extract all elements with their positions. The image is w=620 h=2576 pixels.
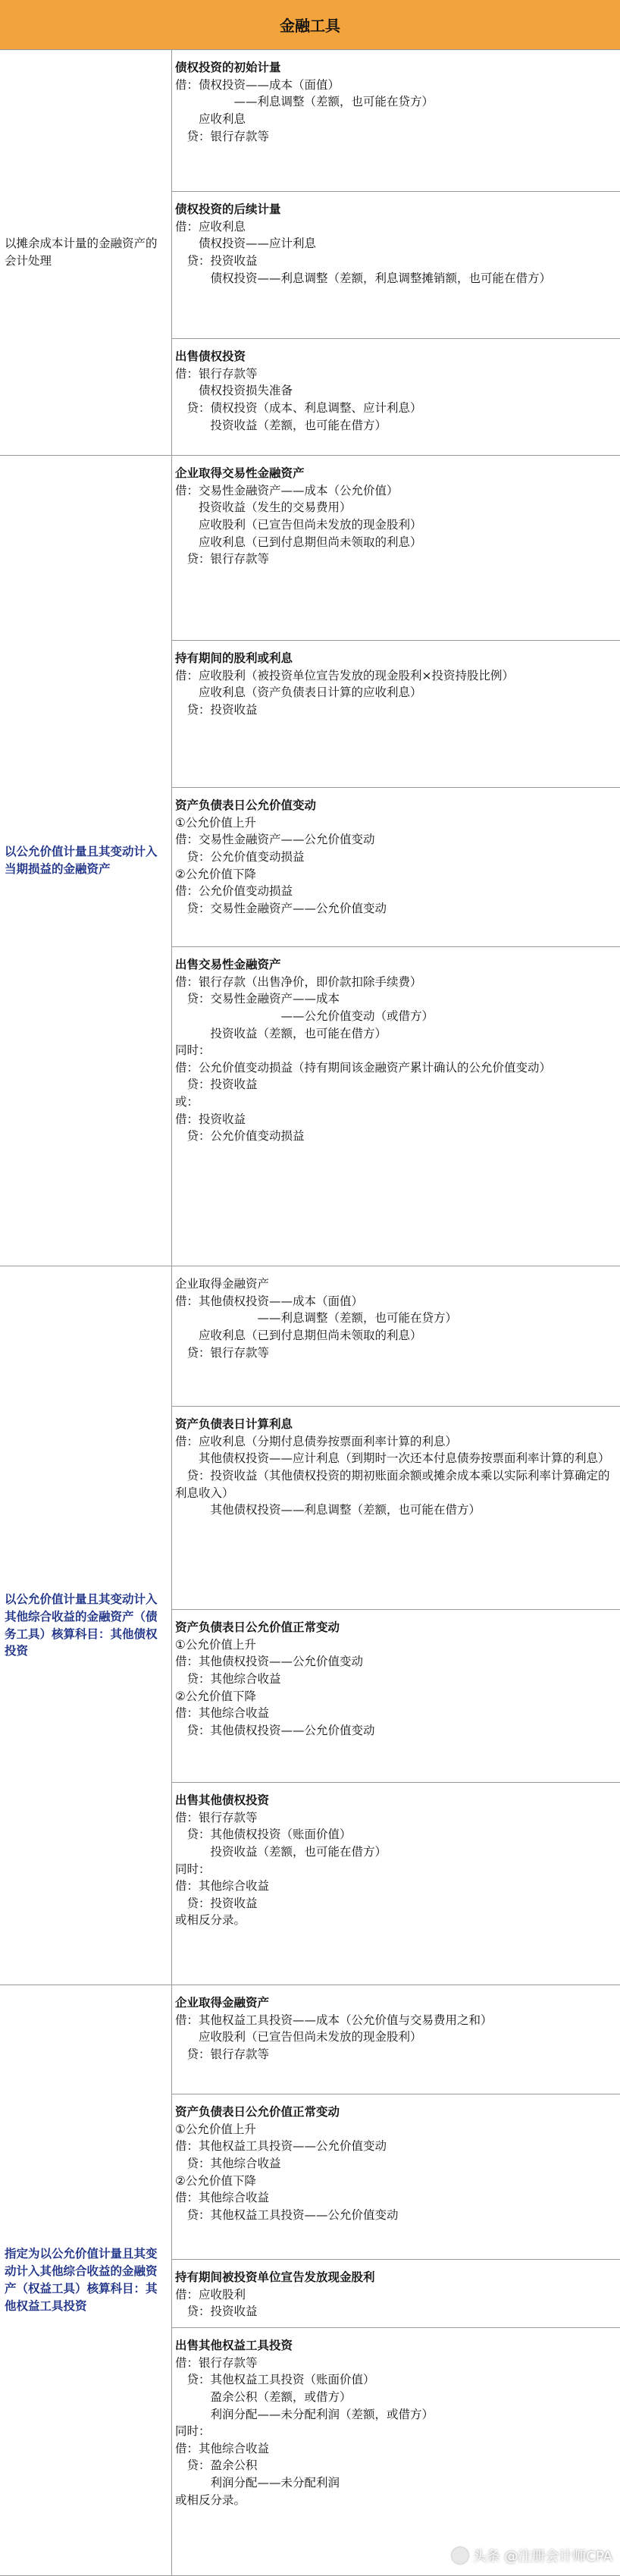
entry-line: 贷：投资收益 [175,702,258,717]
table-header [0,0,620,50]
entry-line: 借：投资收益 [175,1112,246,1126]
entry-line: 借：公允价值变动损益 [175,884,293,899]
entry-line: 企业取得金融资产 [175,1277,270,1291]
entry-cell-9 [172,1407,620,1610]
entry-line: 或相反分录。 [175,1913,246,1928]
entry-title: 出售其他债权投资 [175,1793,270,1807]
entry-line: ②公允价值下降 [175,2173,256,2188]
entry-line: 贷：其他债权投资——公允价值变动 [175,1723,375,1737]
watermark-text: 头条 @注册会计师CPA [472,2549,612,2565]
entry-line: 借：其他综合收益 [175,2191,270,2205]
entry-line: 贷：银行存款等 [175,1345,270,1360]
entry-cell-1 [172,50,620,192]
entry-line: ——利息调整（差额，也可能在贷方） [175,1311,458,1326]
entry-line: 贷：投资收益 [175,2305,258,2319]
entry-line: 贷：银行存款等 [175,2047,270,2061]
entry-line: ①公允价值上升 [175,1637,256,1652]
entry-line: 贷：投资收益 [175,253,258,268]
entry-line: 借：其他综合收益 [175,1706,270,1721]
entry-line: 借：银行存款等 [175,366,258,381]
entry-line: ①公允价值上升 [175,2122,256,2136]
entry-title: 资产负债表日公允价值变动 [175,799,317,812]
section-label-2: 以公允价值计量且其变动计入当期损益的金融资产 [0,456,172,1266]
entry-line: 债权投资——利息调整（差额，利息调整摊销额，也可能在借方） [175,271,552,285]
entry-line: 其他债权投资——应计利息（到期时一次还本付息债券按票面利率计算的利息） [175,1451,610,1466]
entry-cell-5 [172,641,620,788]
entry-cell-7 [172,947,620,1266]
section-label-1: 以摊余成本计量的金融资产的会计处理 [0,50,172,456]
entry-title: 债权投资的初始计量 [175,61,281,74]
entry-line: 借：应收股利 [175,2287,246,2301]
entry-line: 应收利息 [175,111,246,126]
watermark-logo-icon [452,2547,468,2564]
entry-line: 贷：交易性金融资产——公允价值变动 [175,901,387,915]
entry-line: 贷：交易性金融资产——成本 [175,992,340,1006]
entry-line: 借：银行存款等 [175,1810,258,1825]
entry-line: 借：交易性金融资产——公允价值变动 [175,833,375,847]
entry-line: 借：其他权益工具投资——成本（公允价值与交易费用之和） [175,2013,493,2027]
entry-line: 贷：公允价值变动损益 [175,1129,305,1144]
entry-line: 借：其他债权投资——成本（面值） [175,1294,364,1308]
entry-line: 投资收益（差额，也可能在借方） [175,1844,387,1859]
entry-line: ——利息调整（差额，也可能在贷方） [175,95,434,109]
entry-title: 出售交易性金融资产 [175,958,281,971]
entry-line: 应收股利（已宣告但尚未发放的现金股利） [175,2030,422,2044]
entry-line: 借：应收股利（被投资单位宣告发放的现金股利×投资持股比例） [175,668,514,682]
entry-title: 出售其他权益工具投资 [175,2339,293,2352]
entry-line: 贷：银行存款等 [175,552,270,566]
entry-line: 贷：投资收益 [175,1078,258,1092]
entry-line: 贷：其他综合收益 [175,1671,281,1686]
entry-line: ②公允价值下降 [175,867,256,881]
entry-line: 债权投资——应计利息 [175,237,317,251]
entry-line: 借：其他综合收益 [175,1879,270,1894]
entry-title: 资产负债表日公允价值正常变动 [175,1621,340,1634]
entry-line: ②公允价值下降 [175,1689,256,1703]
entry-line: 贷：公允价值变动损益 [175,849,305,864]
entry-line: 投资收益（差额，也可能在借方） [175,1026,387,1040]
entry-cell-11 [172,1783,620,1985]
entry-line: 利润分配——未分配利润 [175,2476,340,2490]
entry-line: 或： [175,1095,199,1109]
entry-line: 借：债权投资——成本（面值） [175,77,340,92]
entry-cell-3 [172,339,620,456]
entry-line: 盈余公积（差额，或借方） [175,2389,352,2404]
entry-line: 其他债权投资——利息调整（差额，也可能在借方） [175,1503,481,1517]
entry-line: 利润分配——未分配利润（差额，或借方） [175,2407,434,2421]
entry-line: 应收利息（已到付息期但尚未领取的利息） [175,1328,422,1342]
entry-line: 同时： [175,1043,211,1058]
entry-line: 应收股利（已宣告但尚未发放的现金股利） [175,517,422,532]
section-label-4: 指定为以公允价值计量且其变动计入其他综合收益的金融资产（权益工具）核算科目：其他权益工具投资 [0,1985,172,2576]
entry-title: 企业取得金融资产 [175,1996,270,2010]
entry-line: 同时： [175,1862,211,1876]
entry-line: 或相反分录。 [175,2493,246,2507]
entry-cell-13 [172,2094,620,2260]
entry-cell-14 [172,2260,620,2328]
entry-line: 贷：银行存款等 [175,129,270,143]
entry-title: 出售债权投资 [175,350,246,363]
entry-line: 贷：其他权益工具投资（账面价值） [175,2373,375,2387]
entry-line: ——公允价值变动（或借方） [175,1009,434,1023]
entry-line: 借：银行存款等 [175,2355,258,2370]
entry-title: 资产负债表日计算利息 [175,1417,293,1431]
entry-title: 持有期间被投资单位宣告发放现金股利 [175,2270,375,2284]
entry-cell-12 [172,1985,620,2094]
entry-line: 借：应收利息 [175,219,246,234]
entry-line: 借：银行存款（出售净价，即价款扣除手续费） [175,974,422,989]
entry-line: 借：交易性金融资产——成本（公允价值） [175,483,399,497]
entry-line: 借：其他综合收益 [175,2441,270,2455]
entry-line: 借：公允价值变动损益（持有期间该金融资产累计确认的公允价值变动） [175,1060,552,1075]
entry-line: ①公允价值上升 [175,815,256,830]
entry-line: 应收利息（已到付息期但尚未领取的利息） [175,535,422,549]
entry-cell-10 [172,1610,620,1783]
entry-line: 借：应收利息（分期付息债券按票面利率计算的利息） [175,1434,458,1448]
entry-cell-2 [172,192,620,339]
entry-title: 企业取得交易性金融资产 [175,466,305,480]
entry-cell-15 [172,2328,620,2576]
entry-line: 贷：投资收益 [175,1896,258,1910]
entry-line: 贷：债权投资（成本、利息调整、应计利息） [175,400,422,415]
entry-line: 投资收益（发生的交易费用） [175,500,352,515]
entry-line: 借：其他权益工具投资——公允价值变动 [175,2139,387,2154]
watermark [452,2546,612,2565]
entry-line: 投资收益（差额，也可能在借方） [175,418,387,432]
entry-line: 贷：投资收益（其他债权投资的期初账面余额或摊余成本乘以实际利率计算确定的利息收入） [175,1468,610,1500]
entry-line: 贷：其他综合收益 [175,2156,281,2170]
entry-line: 同时： [175,2424,211,2439]
entry-title: 资产负债表日公允价值正常变动 [175,2105,340,2119]
entry-line: 债权投资损失准备 [175,384,293,398]
entry-line: 应收利息（资产负债表日计算的应收利息） [175,686,422,700]
entry-cell-8 [172,1266,620,1407]
header-title: 金融工具 [280,17,340,35]
entry-cell-6 [172,788,620,947]
entry-title: 债权投资的后续计量 [175,202,281,216]
entry-cell-4 [172,456,620,641]
section-label-3: 以公允价值计量且其变动计入其他综合收益的金融资产（债务工具）核算科目：其他债权投资 [0,1266,172,1985]
entry-line: 贷：盈余公积 [175,2458,258,2473]
entry-line: 贷：其他债权投资（账面价值） [175,1828,352,1842]
entry-line: 借：其他债权投资——公允价值变动 [175,1655,364,1669]
entry-line: 贷：其他权益工具投资——公允价值变动 [175,2207,399,2222]
entry-title: 持有期间的股利或利息 [175,651,293,665]
